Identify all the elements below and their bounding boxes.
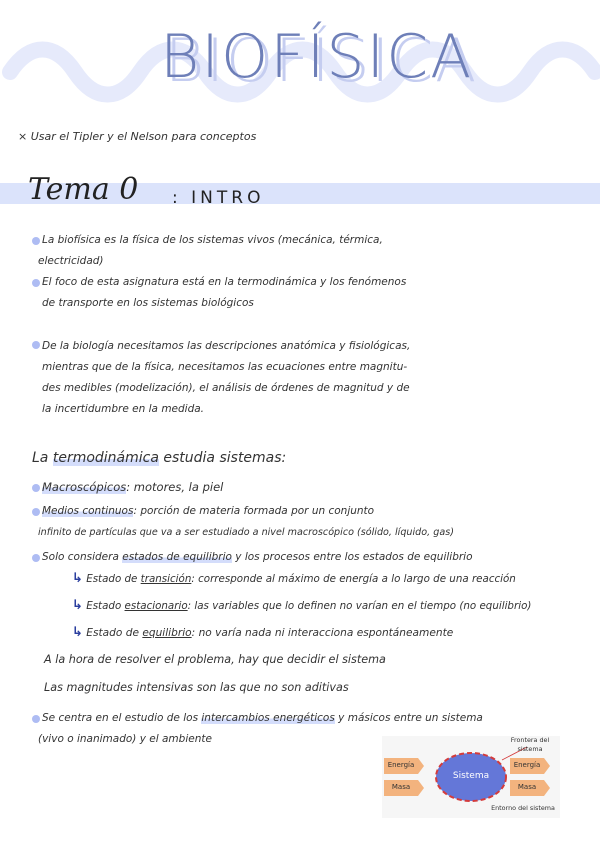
medios-continuos-text: : porción de materia formada por un conjunto	[133, 505, 375, 517]
list-item	[42, 336, 410, 420]
list-item-line: La biofísica es la física de los sistemas vivos (mecánica, térmica,	[42, 234, 383, 246]
arrow-icon: ↳	[72, 598, 83, 613]
list-item-line: (vivo o inanimado) y el ambiente	[38, 733, 212, 745]
bullet-dot	[32, 341, 40, 349]
note-text: Usar el Tipler y el Nelson para conceptos	[30, 130, 257, 143]
list-item-line: mientras que de la física, necesitamos las ecuaciones entre magnitu-	[42, 361, 408, 373]
list-item-line: des medibles (modelización), el análisis de órdenes de magnitud y de	[42, 382, 410, 394]
sub-item-term: equilibrio	[142, 627, 192, 639]
bullet-dot	[32, 508, 40, 516]
bullet-dot	[32, 554, 40, 562]
sub-item-pre: Estado	[86, 600, 122, 612]
list-item-line: infinito de partículas que va a ser estudiado a nivel macroscópico (sólido, líquido, gas)	[38, 527, 454, 538]
macroscopicos-text: : motores, la piel	[126, 480, 224, 494]
frontier-label: Frontera del sistema	[510, 736, 550, 753]
sub-item-term: estacionario	[124, 600, 188, 612]
list-item	[72, 568, 516, 590]
equilibrio-pre: Solo considera	[42, 551, 119, 563]
tema-colon: :	[172, 188, 182, 208]
sub-item-text: : no varía nada ni interacciona espontáneamente	[191, 627, 454, 639]
note-line: × Usar el Tipler y el Nelson para conceptos	[18, 130, 257, 143]
list-item-line: El foco de esta asignatura está en la termodinámica y los fenómenos	[42, 276, 407, 288]
system-label: Sistema	[452, 771, 490, 781]
intercambios-highlight: intercambios energéticos	[201, 712, 335, 724]
termo-heading	[32, 450, 286, 466]
sub-item-pre: Estado de	[86, 573, 138, 585]
medios-continuos-label: Medios continuos	[42, 505, 134, 517]
intercambios-pre: Se centra en el estudio de los	[42, 712, 199, 724]
termo-heading-pre: La	[32, 450, 49, 466]
macroscopicos-label: Macroscópicos	[42, 480, 127, 494]
mass-out-label: Masa	[517, 783, 537, 791]
sub-item-pre: Estado de	[86, 627, 139, 639]
list-item	[42, 272, 406, 314]
tema-name	[172, 188, 264, 208]
system-diagram	[382, 736, 560, 818]
mass-in-label: Masa	[391, 783, 411, 791]
sub-item-term: transición	[140, 573, 192, 585]
energy-out-label: Energía	[513, 761, 541, 769]
list-item	[38, 230, 383, 272]
environment-label: Entorno del sistema	[491, 804, 555, 812]
list-item-line: de transporte en los sistemas biológicos	[42, 297, 254, 309]
sub-item-text: : las variables que lo definen no varían en el tiempo (no equilibrio)	[187, 600, 532, 612]
sub-item-text: : corresponde al máximo de energía a lo largo de una reacción	[191, 573, 516, 585]
list-item	[72, 622, 453, 644]
list-item	[38, 501, 454, 543]
bullet-dot	[32, 484, 40, 492]
intercambios-post: y másicos entre un sistema	[338, 712, 483, 724]
tema-heading: Tema 0	[28, 172, 139, 207]
list-item	[42, 477, 223, 498]
equilibrio-highlight: estados de equilibrio	[122, 551, 232, 563]
list-item	[42, 547, 473, 568]
list-item-line: la incertidumbre en la medida.	[42, 403, 205, 415]
sistema-line: A la hora de resolver el problema, hay que decidir el sistema	[44, 653, 386, 666]
energy-in-label: Energía	[387, 761, 415, 769]
tema-intro-label: INTRO	[191, 188, 265, 208]
equilibrio-post: y los procesos entre los estados de equilibrio	[235, 551, 473, 563]
list-item	[72, 595, 531, 617]
list-item-line: De la biología necesitamos las descripciones anatómica y fisiológicas,	[42, 340, 411, 352]
bullet-dot	[32, 279, 40, 287]
magnitudes-line: Las magnitudes intensivas son las que no son aditivas	[44, 681, 349, 694]
termo-heading-post: estudia sistemas:	[163, 450, 287, 466]
arrow-icon: ↳	[72, 625, 83, 640]
bullet-dot	[32, 237, 40, 245]
list-item-line: electricidad)	[38, 255, 104, 267]
page-title: BIOFÍSICA	[160, 22, 474, 92]
bullet-dot	[32, 715, 40, 723]
arrow-icon: ↳	[72, 571, 83, 586]
termo-heading-highlight: termodinámica	[52, 450, 159, 466]
